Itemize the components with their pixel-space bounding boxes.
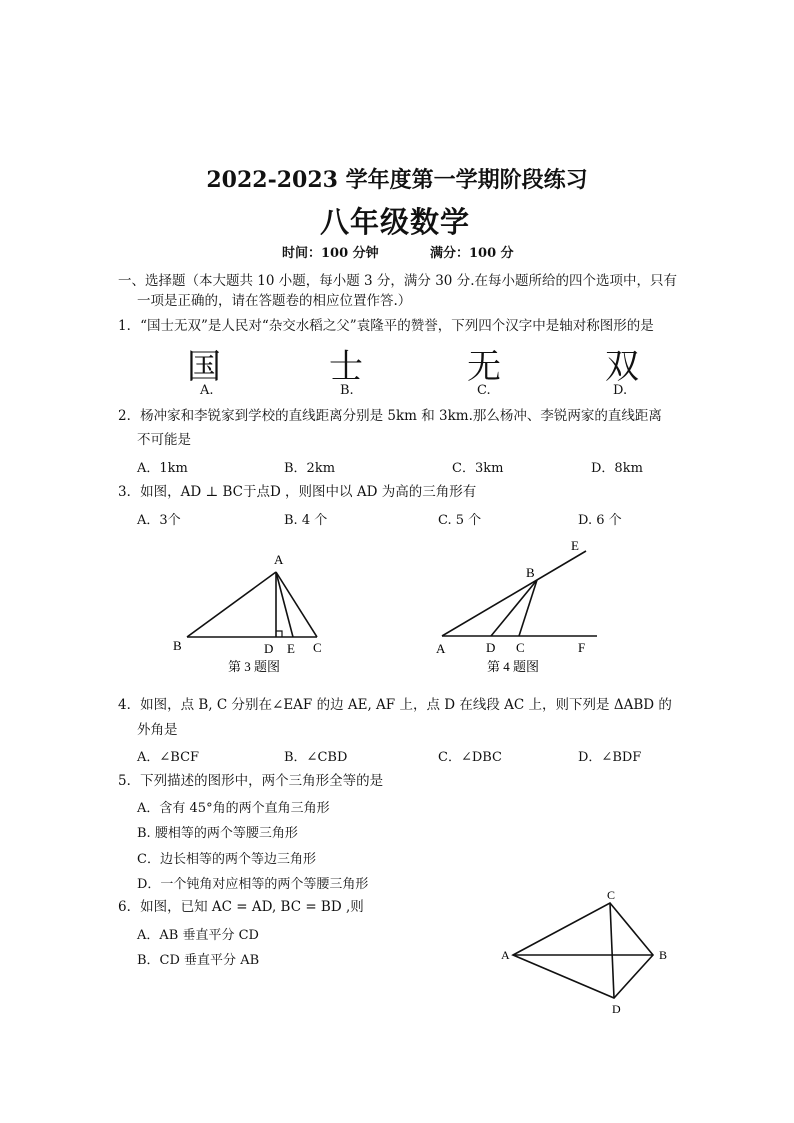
q4-stem-line1: 4．如图，点 B, C 分别在∠EAF 的边 AE, AF 上，点 D 在线段 AC 上，则下列是 ΔABD 的 <box>118 697 672 713</box>
q6-label-b: B <box>659 948 668 962</box>
q1-stem: 1．“国士无双”是人民对“杂交水稻之父”袁隆平的赞誉，下列四个汉字中是轴对称图形的是 <box>118 318 654 334</box>
q4-option-c: C．∠DBC <box>438 750 503 765</box>
q4-caption: 第 4 题图 <box>487 659 540 674</box>
q4-stem-line2: 外角是 <box>137 722 178 738</box>
q5-option-a: A．含有 45°角的两个直角三角形 <box>137 801 330 816</box>
q3-label-c: C <box>313 640 322 655</box>
q5-option-d: D．一个钝角对应相等的两个等腰三角形 <box>137 877 369 892</box>
q4-label-e: E <box>571 538 579 553</box>
q2-option-d: D．8km <box>591 461 643 476</box>
q3-stem: 3．如图，AD ⊥ BC于点D ，则图中以 AD 为高的三角形有 <box>118 484 477 500</box>
q1-char-b: 士 <box>329 347 363 387</box>
q5-stem: 5．下列描述的图形中，两个三角形全等的是 <box>118 773 384 789</box>
q3-label-d: D <box>264 641 274 656</box>
q3-segment-ab <box>187 572 276 637</box>
q6-label-d: D <box>612 1002 621 1016</box>
q3-label-a: A <box>274 552 284 567</box>
q3-option-b: B. 4 个 <box>284 513 328 528</box>
q4-label-b: B <box>526 565 535 580</box>
section-instruction-line1: 一、选择题（本大题共 10 小题，每小题 3 分，满分 30 分.在每小题所给的四个选项中，只有 <box>118 273 677 289</box>
q6-stem: 6．如图，已知 AC = AD, BC = BD ,则 <box>118 899 364 915</box>
q6-option-a: A．AB 垂直平分 CD <box>137 928 259 943</box>
q4-segment-bd <box>491 580 537 636</box>
q4-option-b: B．∠CBD <box>284 750 348 765</box>
q1-label-d: D. <box>613 383 628 398</box>
q3-figure <box>187 572 317 637</box>
q5-option-c: C．边长相等的两个等边三角形 <box>137 852 316 867</box>
q6-segment-cd <box>610 903 614 998</box>
section-instruction-line2: 一项是正确的，请在答题卷的相应位置作答.） <box>137 293 412 309</box>
exam-subtitle: 八年级数学 <box>320 205 471 239</box>
q2-option-a: A．1km <box>137 461 188 476</box>
q4-label-f: F <box>578 640 586 655</box>
q1-label-c: C. <box>477 383 491 398</box>
exam-time: 时间：100 分钟 <box>282 246 379 261</box>
q4-label-d: D <box>486 640 496 655</box>
q1-label-b: B. <box>340 383 354 398</box>
q4-ray-ae <box>442 551 586 636</box>
q2-stem-line1: 2．杨冲家和李锐家到学校的直线距离分别是 5km 和 3km.那么杨冲、李锐两家的直线距离 <box>118 408 662 424</box>
q3-right-angle-mark <box>276 631 282 637</box>
q3-label-b: B <box>173 638 182 653</box>
q3-label-e: E <box>287 641 295 656</box>
q2-option-c: C．3km <box>452 461 504 476</box>
q2-stem-line2: 不可能是 <box>137 432 191 448</box>
q1-label-a: A. <box>200 383 214 398</box>
q4-label-a: A <box>436 641 446 656</box>
q1-char-c: 无 <box>467 347 501 387</box>
exam-title: 2022-2023 学年度第一学期阶段练习 <box>206 167 588 193</box>
q6-figure <box>513 903 653 998</box>
q2-option-b: B．2km <box>284 461 336 476</box>
q3-option-a: A．3个 <box>137 513 181 528</box>
q3-option-c: C. 5 个 <box>438 513 482 528</box>
q1-char-d: 双 <box>605 347 639 387</box>
q3-segment-ae <box>276 572 293 637</box>
q3-caption: 第 3 题图 <box>228 659 281 674</box>
q4-figure <box>442 551 597 636</box>
q6-label-c: C <box>607 888 616 902</box>
q6-quadrilateral <box>513 903 653 998</box>
q5-option-b: B. 腰相等的两个等腰三角形 <box>137 826 298 841</box>
q3-option-d: D. 6 个 <box>578 513 622 528</box>
q3-segment-ac <box>276 572 317 637</box>
q4-option-d: D．∠BDF <box>578 750 642 765</box>
q6-label-a: A <box>501 948 510 962</box>
q6-option-b: B．CD 垂直平分 AB <box>137 953 260 968</box>
exam-score: 满分：100 分 <box>430 246 514 261</box>
q4-option-a: A．∠BCF <box>137 750 200 765</box>
q4-label-c: C <box>516 640 525 655</box>
q1-char-a: 国 <box>187 347 221 387</box>
